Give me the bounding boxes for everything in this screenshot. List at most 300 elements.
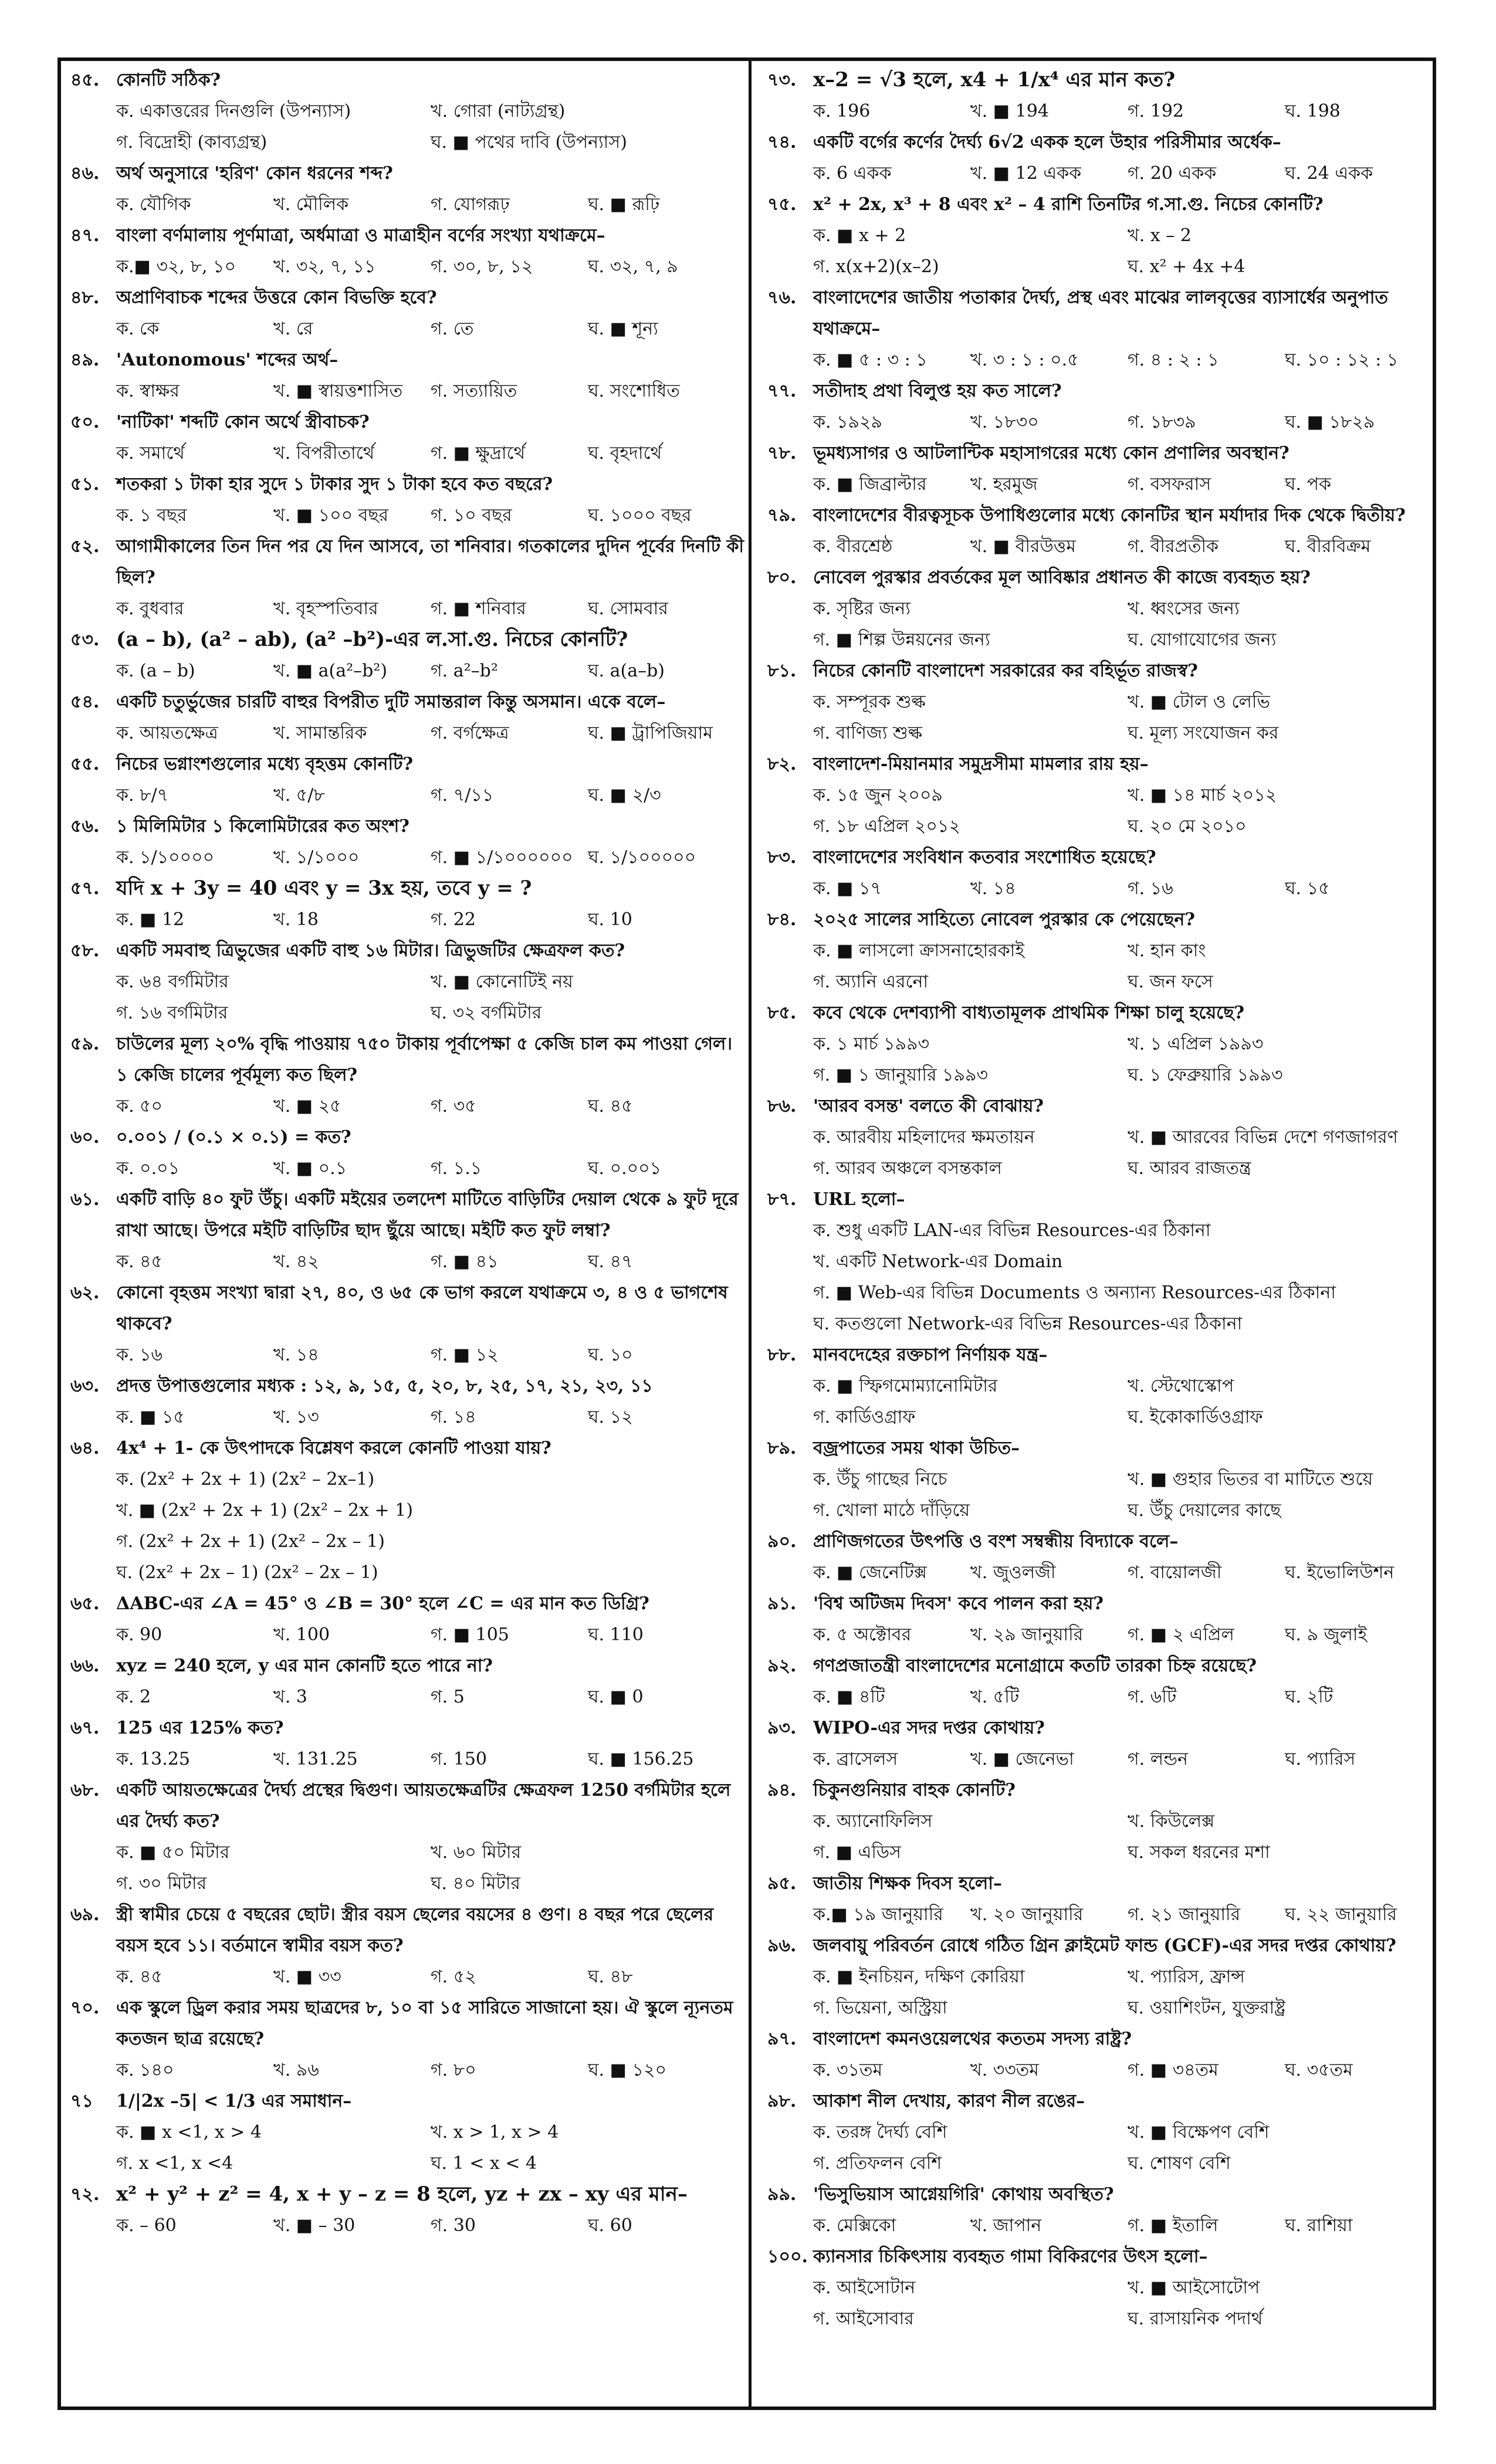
question-text: বাংলাদেশ-মিয়ানমার সমুদ্রসীমা মামলার রায় হয়–	[813, 754, 1149, 774]
answer-option: ক. 90	[116, 1624, 163, 1645]
question-item	[767, 1868, 1442, 1930]
question-text: ২০২৫ সালের সাহিত্যে নোবেল পুরস্কার কে পেয়েছেন?	[813, 909, 1195, 930]
answer-option: ক. বীরশ্রেষ্ঠ	[813, 536, 893, 557]
question-stem	[767, 2023, 1442, 2055]
question-item	[70, 282, 745, 344]
question-item	[70, 2086, 745, 2179]
question-item	[767, 1339, 1442, 1433]
answer-option: গ. (2x² + 2x + 1) (2x² – 2x – 1)	[116, 1531, 385, 1552]
question-number: ৯১.	[767, 1593, 797, 1614]
answer-option: গ. বাণিজ্য শুল্ক	[813, 723, 922, 743]
answer-options	[767, 2055, 1442, 2086]
answer-option: ক. ■ জিব্রাল্টার	[813, 474, 927, 495]
answer-option: গ. সত্যায়িত	[431, 381, 517, 401]
question-stem	[70, 1588, 745, 1619]
answer-option: ঘ. ■ ১২০	[588, 2060, 666, 2080]
question-item	[767, 438, 1442, 500]
answer-option: ঘ. ■ রূঢ়ি	[588, 194, 660, 215]
answer-option: গ. ১৬	[1128, 878, 1173, 899]
answer-option: ঘ. x² + 4x +4	[1128, 256, 1245, 277]
answer-options	[767, 2210, 1442, 2241]
question-text: WIPO-এর সদর দপ্তর কোথায়?	[813, 1718, 1045, 1738]
answer-option: ঘ. ০.০০১	[588, 1158, 662, 1179]
question-item	[767, 1712, 1442, 1775]
question-number: ৪৯.	[70, 350, 100, 370]
question-item	[70, 65, 745, 158]
question-text: জাতীয় শিক্ষক দিবস হলো–	[813, 1873, 1002, 1894]
question-item	[767, 375, 1442, 438]
answer-option: খ. প্যারিস, ফ্রান্স	[1128, 1967, 1245, 1987]
answer-option: খ. হান কাং	[1128, 940, 1206, 961]
answer-option: খ. ৩৩তম	[970, 2060, 1039, 2080]
answer-option: খ. একটি Network-এর Domain	[813, 1251, 1063, 1272]
question-text: 4x⁴ + 1- কে উৎপাদকে বিশ্লেষণ করলে কোনটি পাওয়া যায়?	[116, 1438, 551, 1458]
question-number: ৫০.	[70, 412, 100, 432]
answer-option: খ. ■ a(a²–b²)	[273, 661, 388, 681]
answer-option: ঘ. a(a–b)	[588, 661, 665, 681]
answer-option: গ. ৩৫	[431, 1096, 476, 1116]
question-number: ৮০.	[767, 567, 797, 588]
answer-option: ক. ১/১০০০০	[116, 847, 215, 868]
question-item	[70, 1588, 745, 1650]
answer-option: ঘ. 1 < x < 4	[431, 2153, 537, 2174]
question-stem	[767, 1650, 1442, 1681]
answer-option: ঘ. সংশোধিত	[588, 381, 680, 401]
answer-options	[70, 717, 745, 749]
answer-option: খ. জুওলজী	[970, 1562, 1056, 1583]
answer-options	[70, 375, 745, 407]
answer-option: ঘ. ২২ জানুয়ারি	[1285, 1904, 1397, 1925]
answer-option: গ. ৫২	[431, 1967, 476, 1987]
question-text: এক স্কুলে ড্রিল করার সময় ছাত্রদের ৮, ১০ বা ১৫ সারিতে সাজানো হয়। ঐ স্কুলে ন্যূনতম কতজন ছাত্র রয়েছে?	[116, 1998, 733, 2049]
answer-option: ঘ. পক	[1285, 474, 1331, 495]
answer-option: ঘ. ৯ জুলাই	[1285, 1624, 1368, 1645]
question-item	[70, 1370, 745, 1433]
answer-option: গ. ৭/১১	[431, 785, 494, 805]
answer-options	[70, 2210, 745, 2241]
answer-option: গ. ■ Web-এর বিভিন্ন Documents ও অন্যান্য Resources-এর ঠিকানা	[813, 1282, 1336, 1303]
answer-options	[767, 2272, 1442, 2334]
answer-option: ক. আইসোটান	[813, 2277, 916, 2298]
answer-option: ক.■ ৩২, ৮, ১০	[116, 256, 236, 277]
answer-option: ক. একাত্তরের দিনগুলি (উপন্যাস)	[116, 101, 351, 121]
question-item	[70, 220, 745, 282]
question-number: ৬২.	[70, 1282, 100, 1303]
question-number: ৯৬.	[767, 1935, 797, 1956]
question-stem	[70, 1184, 745, 1246]
answer-option: ক. 13.25	[116, 1749, 190, 1769]
answer-option: গ. 20 একক	[1128, 163, 1217, 184]
answer-option: ক. ■ ১৭	[813, 878, 882, 899]
answer-option: খ. ■ – 30	[273, 2215, 356, 2236]
answer-option: ক. ৫০	[116, 1096, 163, 1116]
answer-option: ক. (a – b)	[116, 661, 195, 681]
question-text: অর্থ অনুসারে 'হরিণ' কোন ধরনের শব্দ?	[116, 163, 393, 184]
question-stem	[767, 842, 1442, 873]
question-number: ৭৪.	[767, 132, 797, 153]
question-item	[767, 2086, 1442, 2179]
answer-option: গ. ১৮ এপ্রিল ২০১২	[813, 816, 960, 837]
answer-options	[70, 1619, 745, 1650]
answer-option: খ. ৩২, ৭, ১১	[273, 256, 376, 277]
answer-options	[70, 2117, 745, 2179]
question-number: ৯৯.	[767, 2184, 797, 2205]
answer-option: ক. শুধু একটি LAN-এর বিভিন্ন Resources-এর ঠিকানা	[813, 1220, 1211, 1241]
question-text: একটি বাড়ি ৪০ ফুট উঁচু। একটি মইয়ের তলদেশ মাটিতে বাড়িটির দেয়াল থেকে ৯ ফুট দূরে রাখা আছে। উপরে মইটি বাড়িটির ছাদ ছুঁয়ে আছে। মইটি কত ফুট লম্বা?	[116, 1189, 739, 1241]
answer-option: খ. ■ (2x² + 2x + 1) (2x² – 2x + 1)	[116, 1500, 413, 1521]
answer-option: খ. 100	[273, 1624, 330, 1645]
answer-option: খ. হরমুজ	[970, 474, 1038, 495]
answer-option: গ. ৪ : ২ : ১	[1128, 350, 1219, 370]
question-stem	[70, 811, 745, 842]
answer-option: গ. ৬টি	[1128, 1687, 1177, 1707]
question-stem	[767, 1588, 1442, 1619]
question-item	[767, 997, 1442, 1091]
answer-option: খ. ■ আরবের বিভিন্ন দেশে গণজাগরণ	[1128, 1127, 1398, 1148]
question-number: ৭৭.	[767, 381, 797, 401]
answer-option: ঘ. ১/১০০০০০	[588, 847, 696, 868]
answer-option: গ. 30	[431, 2215, 476, 2236]
answer-options	[767, 220, 1442, 282]
answer-option: গ. লন্ডন	[1128, 1749, 1188, 1769]
answer-option: ঘ. কতগুলো Network-এর বিভিন্ন Resources-এর ঠিকানা	[813, 1314, 1243, 1334]
question-item	[767, 1775, 1442, 1868]
question-number: ৯২.	[767, 1656, 797, 1676]
answer-option: ঘ. ■ ট্রাপিজিয়াম	[588, 723, 713, 743]
question-stem	[767, 2086, 1442, 2117]
question-number: ৯৫.	[767, 1873, 797, 1894]
answer-options	[767, 935, 1442, 997]
answer-option: খ. ■ গুহার ভিতর বা মাটিতে শুয়ে	[1128, 1469, 1373, 1490]
question-text: যদি x + 3y = 40 এবং y = 3x হয়, তবে y = ?	[116, 876, 532, 900]
answer-option: ঘ. রাশিয়া	[1285, 2215, 1353, 2236]
question-text: কোনটি সঠিক?	[116, 70, 221, 90]
question-stem	[70, 1775, 745, 1837]
answer-option: ক. ৩১তম	[813, 2060, 883, 2080]
answer-option: ক. ■ 12	[116, 909, 185, 930]
answer-options	[70, 966, 745, 1028]
answer-option: ঘ. ৪৭	[588, 1251, 633, 1272]
answer-options	[70, 1153, 745, 1184]
question-stem	[767, 1526, 1442, 1557]
answer-option: ক. ৫ অক্টোবর	[813, 1624, 912, 1645]
answer-option: ঘ. ■ শূন্য	[588, 319, 658, 339]
question-stem	[767, 749, 1442, 780]
answer-option: গ. ■ ৪১	[431, 1251, 499, 1272]
answer-options	[767, 407, 1442, 438]
answer-option: ক. স্বাক্ষর	[116, 381, 180, 401]
answer-option: ঘ. ■ ১৮২৯	[1285, 412, 1375, 432]
question-item	[70, 873, 745, 935]
answer-option: গ. ■ ১/১০০০০০০	[431, 847, 573, 868]
answer-options	[767, 1806, 1442, 1868]
question-text: বাংলাদেশের জাতীয় পতাকার দৈর্ঘ্য, প্রস্থ এবং মাঝের লালবৃত্তের ব্যাসার্ধের অনুপাত যথাক্রমে–	[813, 287, 1388, 339]
question-stem	[767, 562, 1442, 593]
answer-option: খ. ১৪	[273, 1345, 319, 1365]
question-stem	[767, 65, 1442, 96]
answer-option: খ. বৃহস্পতিবার	[273, 598, 378, 619]
question-number: ৫৯.	[70, 1034, 100, 1054]
question-stem	[767, 127, 1442, 158]
answer-option: গ. ৮০	[431, 2060, 476, 2080]
answer-option: ক. (2x² + 2x + 1) (2x² – 2x–1)	[116, 1469, 375, 1490]
question-number: ৫৭.	[70, 878, 100, 899]
answer-options	[767, 1215, 1442, 1339]
question-stem	[70, 1433, 745, 1464]
answer-option: ঘ. আরব রাজতন্ত্র	[1128, 1158, 1251, 1179]
answer-option: খ. ■ ২৫	[273, 1096, 341, 1116]
answer-option: গ. ■ 105	[431, 1624, 509, 1645]
answer-option: গ. 150	[431, 1749, 487, 1769]
answer-option: গ. ১০ বছর	[431, 505, 512, 526]
question-text: 'Autonomous' শব্দের অর্থ–	[116, 350, 339, 370]
answer-option: ঘ. ৩২ বর্গমিটার	[431, 1003, 542, 1023]
question-stem	[767, 1091, 1442, 1122]
question-item	[70, 1650, 745, 1712]
answer-options	[70, 593, 745, 624]
answer-option: গ. তে	[431, 319, 474, 339]
question-stem	[70, 1992, 745, 2055]
question-number: ৬৩.	[70, 1376, 100, 1396]
answer-option: খ. ■ কোনোটিই নয়	[431, 972, 573, 992]
answer-option: ক. ১৪০	[116, 2060, 174, 2080]
answer-option: ক. ■ x + 2	[813, 225, 906, 246]
answer-option: ঘ. উঁচু দেয়ালের কাছে	[1128, 1500, 1281, 1521]
answer-option: ক. ৪৫	[116, 1967, 163, 1987]
question-stem	[767, 904, 1442, 935]
answer-option: গ. ■ এডিস	[813, 1842, 901, 1863]
question-number: ৪৭.	[70, 225, 100, 246]
question-stem	[767, 438, 1442, 469]
answer-option: ক. সৃষ্টির জন্য	[813, 598, 911, 619]
answer-option: ঘ. শোষণ বেশি	[1128, 2153, 1231, 2174]
question-text: একটি বর্গের কর্ণের দৈর্ঘ্য 6√2 একক হলে উহার পরিসীমার অর্ধেক–	[813, 132, 1281, 153]
question-item	[767, 1184, 1442, 1339]
question-stem	[70, 531, 745, 593]
answer-option: খ. মৌলিক	[273, 194, 349, 215]
answer-options	[70, 655, 745, 686]
question-text: প্রাণিজগতের উৎপত্তি ও বংশ সম্বন্ধীয় বিদ্যাকে বলে–	[813, 1531, 1179, 1552]
answer-option: খ. ■ ১৪ মার্চ ২০১২	[1128, 785, 1277, 805]
answer-option: ঘ. ■ 156.25	[588, 1749, 694, 1769]
answer-option: খ. 3	[273, 1687, 307, 1707]
answer-option: খ. ১৮৩০	[970, 412, 1039, 432]
answer-option: খ. ■ বিক্ষেপণ বেশি	[1128, 2122, 1270, 2143]
question-stem	[70, 2086, 745, 2117]
question-stem	[767, 1930, 1442, 1961]
answer-option: ক. যৌগিক	[116, 194, 191, 215]
answer-option: খ. ■ 194	[970, 101, 1049, 121]
question-number: ৮৫.	[767, 1003, 797, 1023]
answer-option: ঘ. ১৫	[1285, 878, 1330, 899]
question-item	[767, 562, 1442, 655]
answer-option: গ. ১৪	[431, 1407, 476, 1427]
answer-option: খ. ১/১০০০	[273, 847, 360, 868]
answer-option: ঘ. ৪০ মিটার	[431, 1873, 520, 1894]
answer-option: ঘ. ১২	[588, 1407, 633, 1427]
question-number: ৮৮.	[767, 1345, 797, 1365]
question-text: আকাশ নীল দেখায়, কারণ নীল রঙের–	[813, 2091, 1085, 2111]
question-stem	[70, 1712, 745, 1744]
answer-option: গ. ১৬ বর্গমিটার	[116, 1003, 228, 1023]
answer-option: গ. 5	[431, 1687, 465, 1707]
question-item	[767, 1930, 1442, 2023]
answer-option: ঘ. ■ ২/৩	[588, 785, 661, 805]
answer-option: ক.■ ১৯ জানুয়ারি	[813, 1904, 943, 1925]
answer-option: ঘ. ৩৫তম	[1285, 2060, 1353, 2080]
question-text: 'বিশ্ব অটিজম দিবস' কবে পালন করা হয়?	[813, 1593, 1104, 1614]
answer-option: খ. ধ্বংসের জন্য	[1128, 598, 1240, 619]
answer-option: ঘ. ৪৫	[588, 1096, 633, 1116]
answer-option: ক. তরঙ্গ দৈর্ঘ্য বেশি	[813, 2122, 947, 2143]
answer-options	[767, 2117, 1442, 2179]
answer-option: গ. আইসোবার	[813, 2309, 914, 2329]
answer-option: ক. ব্রাসেলস	[813, 1749, 898, 1769]
answer-option: ঘ. ১ ফেব্রুয়ারি ১৯৯৩	[1128, 1065, 1283, 1085]
question-item	[70, 158, 745, 220]
answer-option: গ. ■ ২ এপ্রিল	[1128, 1624, 1234, 1645]
answer-option: গ. খোলা মাঠে দাঁড়িয়ে	[813, 1500, 970, 1521]
answer-option: গ. 192	[1128, 101, 1184, 121]
question-text: কবে থেকে দেশব্যাপী বাধ্যতামূলক প্রাথমিক শিক্ষা চালু হয়েছে?	[813, 1003, 1244, 1023]
answer-options	[70, 1246, 745, 1277]
question-stem	[70, 407, 745, 438]
question-text: 'আরব বসন্ত' বলতে কী বোঝায়?	[813, 1096, 1044, 1116]
question-number: ৭৫.	[767, 194, 797, 215]
question-item	[70, 531, 745, 624]
answer-option: খ. ■ ০.১	[273, 1158, 347, 1179]
question-number: ৮১.	[767, 661, 797, 681]
question-item	[767, 2241, 1442, 2334]
answer-options	[767, 1028, 1442, 1091]
answer-option: ক. – 60	[116, 2215, 177, 2236]
question-text: স্ত্রী স্বামীর চেয়ে ৫ বছরের ছোট। স্ত্রীর বয়স ছেলের বয়সের ৪ গুণ। ৪ বছর পরে ছেলের বয়স হবে ১১। বর্তমানে স্বামীর বয়স কত?	[116, 1904, 714, 1956]
question-text: সতীদাহ প্রথা বিলুপ্ত হয় কত সালে?	[813, 381, 1062, 401]
answer-option: গ. ■ ১ জানুয়ারি ১৯৯৩	[813, 1065, 988, 1085]
question-number: ১০০.	[767, 2246, 808, 2267]
answer-options	[70, 2055, 745, 2086]
question-text: ১ মিলিমিটার ১ কিলোমিটারের কত অংশ?	[116, 816, 409, 837]
question-item	[70, 1992, 745, 2086]
answer-option: খ. ■ জেনেভা	[970, 1749, 1074, 1769]
answer-option: গ. যোগরূঢ়	[431, 194, 510, 215]
answer-options	[767, 1557, 1442, 1588]
question-item	[70, 1184, 745, 1277]
answer-option: ক. ■ ৫ : ৩ : ১	[813, 350, 928, 370]
answer-option: ঘ. ৩২, ৭, ৯	[588, 256, 678, 277]
question-text: ক্যানসার চিকিৎসায় ব্যবহৃত গামা বিকিরণের উৎস হলো–	[813, 2246, 1208, 2267]
answer-option: খ. ■ ১০০ বছর	[273, 505, 389, 526]
question-text: xyz = 240 হলে, y এর মান কোনটি হতে পারে না?	[116, 1656, 493, 1676]
question-number: ৪৮.	[70, 287, 100, 308]
question-number: ৫৪.	[70, 692, 100, 712]
question-item	[70, 749, 745, 811]
answer-option: গ. ■ ক্ষুদ্রার্থে	[431, 443, 526, 463]
question-text: মানবদেহের রক্তচাপ নির্ণায়ক যন্ত্র–	[813, 1345, 1048, 1365]
question-number: ৭৩.	[767, 70, 797, 90]
question-stem	[70, 1122, 745, 1153]
answer-option: গ. ২১ জানুয়ারি	[1128, 1904, 1241, 1925]
answer-option: ঘ. 110	[588, 1624, 644, 1645]
question-text: চাউলের মূল্য ২০% বৃদ্ধি পাওয়ায় ৭৫০ টাকায় পূর্বাপেক্ষা ৫ কেজি চাল কম পাওয়া গেল। ১ কেজি চালের পূর্বমূল্য কত ছিল?	[116, 1034, 733, 1085]
question-number: ৪৬.	[70, 163, 100, 184]
question-stem	[70, 749, 745, 780]
right-question-column	[767, 65, 1442, 2334]
answer-option: গ. ১.১	[431, 1158, 482, 1179]
question-text: একটি আয়তক্ষেত্রের দৈর্ঘ্য প্রস্থের দ্বিগুণ। আয়তক্ষেত্রটির ক্ষেত্রফল 1250 বর্গমিটার হলে এর দৈর্ঘ্য কত?	[116, 1780, 731, 1832]
answer-option: খ. ■ ৩৩	[273, 1967, 341, 1987]
question-item	[70, 1775, 745, 1899]
question-item	[767, 127, 1442, 189]
answer-option: খ. ■ স্বায়ত্তশাসিত	[273, 381, 403, 401]
question-text: ০.০০১ / (০.১ × ০.১) = কত?	[116, 1127, 351, 1148]
answer-option: গ. 22	[431, 909, 476, 930]
answer-option: ক. আরবীয় মহিলাদের ক্ষমতায়ন	[813, 1127, 1035, 1148]
answer-option: খ. x – 2	[1128, 225, 1192, 246]
answer-option: খ. ■ টোল ও লেভি	[1128, 692, 1270, 712]
question-number: ৭০.	[70, 1998, 100, 2018]
question-number: ৮২.	[767, 754, 797, 774]
question-number: ৭২.	[70, 2184, 100, 2205]
question-text: নোবেল পুরস্কার প্রবর্তকের মূল আবিষ্কার প্রধানত কী কাজে ব্যবহৃত হয়?	[813, 567, 1311, 588]
question-stem	[767, 282, 1442, 344]
answer-option: ঘ. ১০	[588, 1345, 633, 1365]
answer-option: গ. প্রতিফলন বেশি	[813, 2153, 942, 2174]
answer-option: ক. ১৫ জুন ২০০৯	[813, 785, 943, 805]
answer-options	[767, 873, 1442, 904]
answer-option: গ. বীরপ্রতীক	[1128, 536, 1219, 557]
question-number: ৫৬.	[70, 816, 100, 837]
answer-option: ঘ. 24 একক	[1285, 163, 1373, 184]
answer-option: খ. স্টেথোস্কোপ	[1128, 1376, 1234, 1396]
answer-option: ঘ. (2x² + 2x – 1) (2x² – 2x – 1)	[116, 1562, 378, 1583]
answer-option: ক. বুধবার	[116, 598, 184, 619]
question-number: ৯০.	[767, 1531, 797, 1552]
answer-option: গ. ১৮৩৯	[1128, 412, 1196, 432]
answer-option: ক. 6 একক	[813, 163, 892, 184]
question-stem	[767, 1712, 1442, 1744]
question-number: ৮৬.	[767, 1096, 797, 1116]
answer-option: খ. জাপান	[970, 2215, 1042, 2236]
question-stem	[767, 500, 1442, 531]
answer-option: গ. ৩০ মিটার	[116, 1873, 207, 1894]
answer-option: ঘ. ১০ : ১২ : ১	[1285, 350, 1399, 370]
answer-options	[767, 1619, 1442, 1650]
question-number: ৫৩.	[70, 629, 100, 650]
answer-option: খ. ৬০ মিটার	[431, 1842, 522, 1863]
answer-options	[70, 780, 745, 811]
answer-options	[70, 1464, 745, 1588]
question-stem	[70, 158, 745, 189]
question-item	[70, 407, 745, 469]
question-text: কোনো বৃহত্তম সংখ্যা দ্বারা ২৭, ৪০, ও ৬৫ কে ভাগ করলে যথাক্রমে ৩, ৪ ও ৫ ভাগশেষ থাকবে?	[116, 1282, 728, 1334]
question-item	[70, 1277, 745, 1370]
answer-options	[767, 1370, 1442, 1433]
question-item	[767, 2023, 1442, 2086]
answer-option: ক. ■ স্ফিগমোম্যানোমিটার	[813, 1376, 998, 1396]
answer-option: ঘ. ২টি	[1285, 1687, 1333, 1707]
answer-option: খ. ২০ জানুয়ারি	[970, 1904, 1084, 1925]
question-text: x² + y² + z² = 4, x + y – z = 8 হলে, yz + zx – xy এর মান–	[116, 2182, 688, 2206]
answer-option: ক. ■ লাসলো ক্রাসনাহোরকাই	[813, 940, 1024, 961]
answer-option: ঘ. রাসায়নিক পদার্থ	[1128, 2309, 1263, 2329]
question-text: শতকরা ১ টাকা হার সুদে ১ টাকার সুদ ১ টাকা হবে কত বছরে?	[116, 474, 553, 495]
question-number: ৭৬.	[767, 287, 797, 308]
question-number: ৬৪.	[70, 1438, 100, 1458]
answer-option: গ. ■ ইতালি	[1128, 2215, 1219, 2236]
answer-option: খ. x > 1, x > 4	[431, 2122, 559, 2143]
question-text: (a – b), (a² – ab), (a² –b²)-এর ল.সা.গু. নিচের কোনটি?	[116, 628, 628, 651]
